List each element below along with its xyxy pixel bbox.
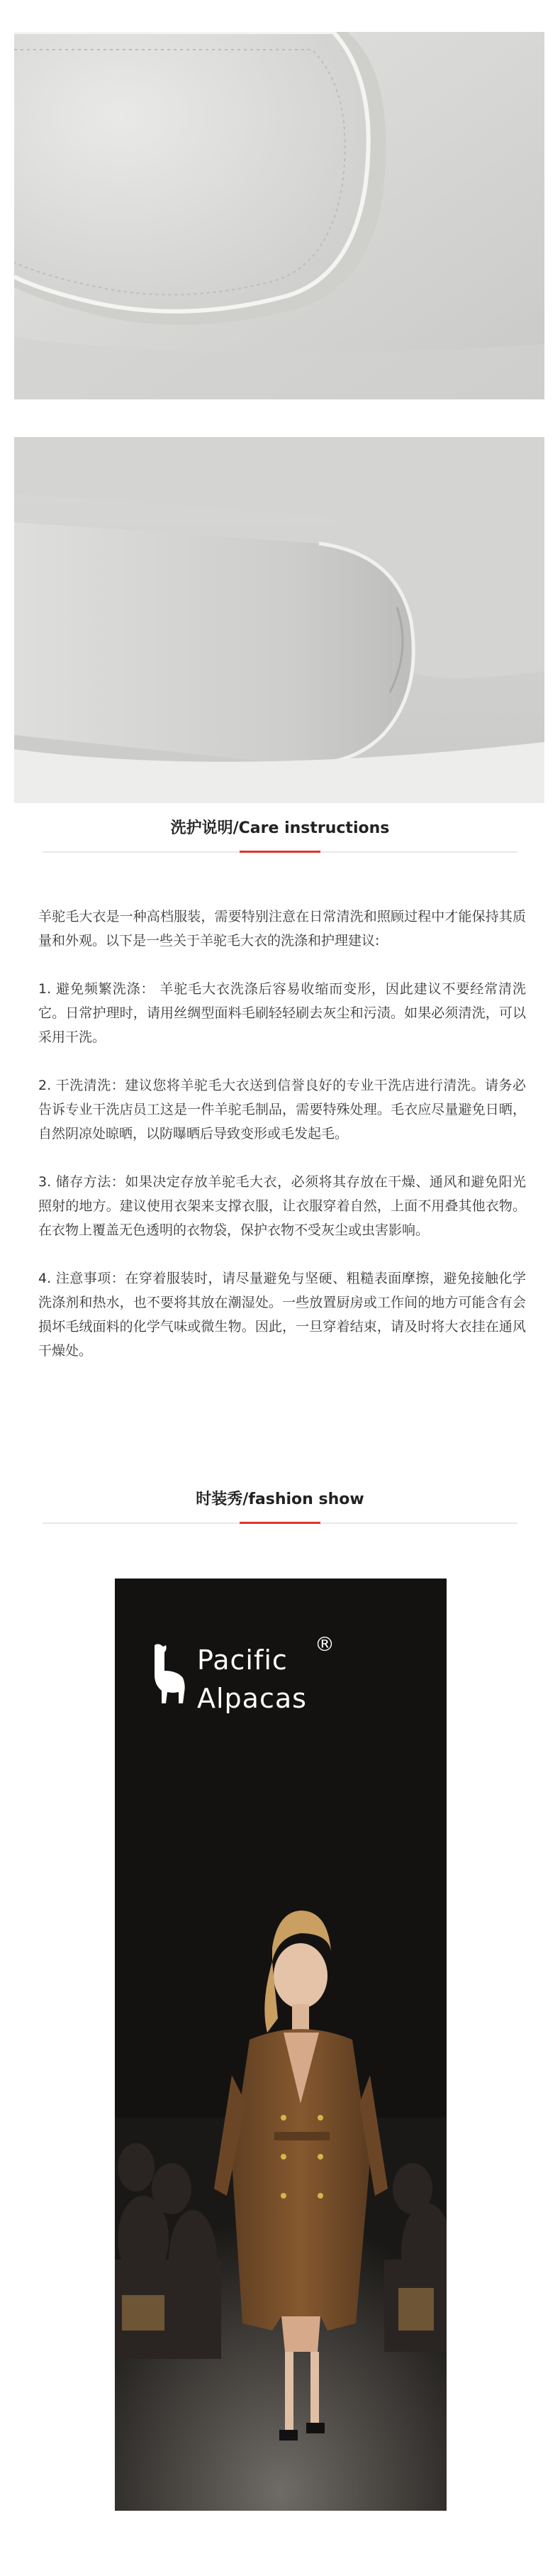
care-title-accent	[240, 851, 320, 853]
care-section-title: 洗护说明/Care instructions	[170, 819, 390, 837]
care-intro-paragraph: 羊驼毛大衣是一种高档服装，需要特别注意在日常清洗和照顾过程中才能保持其质量和外观。以下是一些关于羊驼毛大衣的洗涤和护理建议:	[38, 909, 526, 949]
care-instructions-text	[38, 905, 526, 1387]
brand-line-1: Pacific	[197, 1644, 288, 1676]
fashion-show-photo	[115, 1579, 447, 2511]
care-item-4: 4. 注意事项：在穿着服装时，请尽量避免与坚硬、粗糙表面摩擦，避免接触化学洗涤剂和热水，也不要将其放在潮湿处。一些放置厨房或工作间的地方可能含有会损坏毛绒面料的化学气味或微生物。因此，一旦穿着结束，请及时将大衣挂在通风干燥处。	[38, 1271, 526, 1359]
fashion-title-accent	[240, 1522, 320, 1524]
care-item-3: 3. 储存方法：如果决定存放羊驼毛大衣，必须将其存放在干燥、通风和避免阳光照射的地方。建议使用衣架来支撑衣服，让衣服穿着自然，上面不用叠其他衣物。在衣物上覆盖无色透明的衣物袋，保护衣物不受灰尘或虫害影响。	[38, 1174, 526, 1238]
fashion-section-title: 时装秀/fashion show	[196, 1491, 364, 1508]
fabric-detail-photo-2	[14, 437, 544, 803]
care-item-2: 2. 干洗清洗：建议您将羊驼毛大衣送到信誉良好的专业干洗店进行清洗。请务必告诉专业干洗店员工这是一件羊驼毛制品，需要特殊处理。毛衣应尽量避免日晒，自然阴凉处晾晒，以防曝晒后导致变形或毛发起毛。	[38, 1078, 526, 1141]
brand-line-2: Alpacas	[197, 1683, 307, 1714]
alpaca-logo-icon	[145, 1642, 189, 1705]
fabric-detail-photo-1	[14, 32, 544, 399]
registered-mark: ®	[315, 1632, 335, 1656]
brand-logo-text	[197, 1641, 307, 1718]
care-item-1: 1. 避免频繁洗涤： 羊驼毛大衣洗涤后容易收缩而变形，因此建议不要经常清洗它。日常护理时，请用丝绸型面料毛刷轻轻刷去灰尘和污渍。如果必须清洗，可以采用干洗。	[38, 981, 526, 1045]
